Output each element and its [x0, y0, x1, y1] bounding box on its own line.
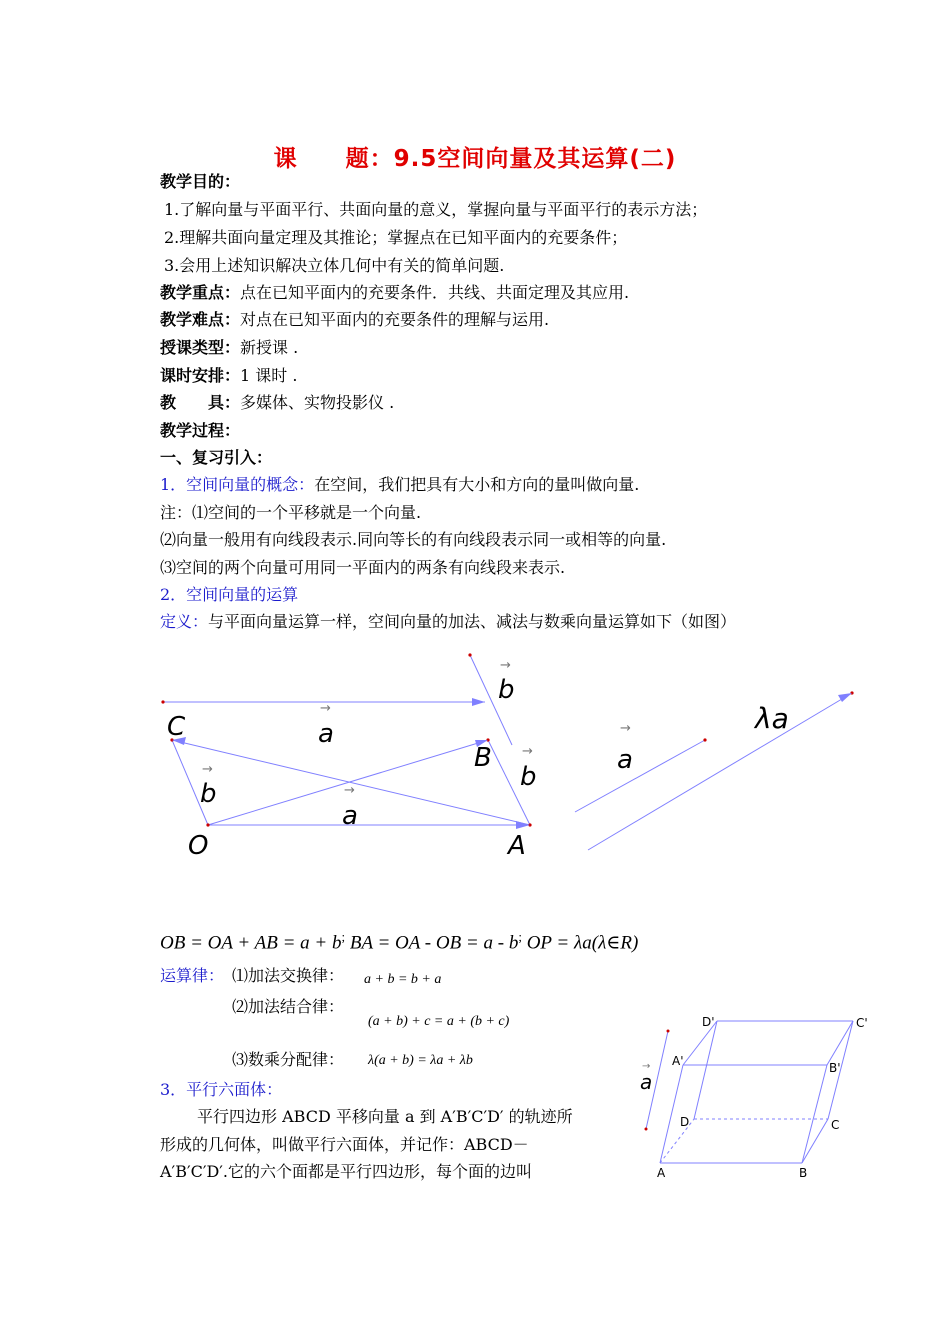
separator: ; — [518, 929, 522, 944]
section-heading: 一、复习引入： — [160, 448, 273, 467]
note-item: ⑵向量一般用有向线段表示.同向等长的有向线段表示同一或相等的向量. — [160, 530, 667, 549]
label-Dprime: D' — [702, 1015, 715, 1029]
key-points-row — [160, 283, 629, 303]
objective-item: 1.了解向量与平面平行、共面向量的意义，掌握向量与平面平行的表示方法； — [164, 200, 708, 219]
formula-sum: OB = OA + AB = a + b — [160, 932, 342, 954]
formula-scalar: OP = λa(λ∈R) — [526, 932, 639, 954]
meta-value: 多媒体、实物投影仪 . — [240, 393, 395, 412]
point-marker — [703, 738, 706, 741]
label-a: a — [640, 1070, 653, 1094]
note-item: 注：⑴空间的一个平移就是一个向量. — [160, 503, 422, 522]
label-b-top: b — [498, 675, 515, 705]
law-name: ⑴加法交换律： — [232, 966, 345, 985]
objective-item: 2.理解共面向量定理及其推论；掌握点在已知平面内的充要条件； — [164, 228, 628, 247]
point-marker — [645, 1128, 648, 1131]
label-Aprime: A' — [672, 1054, 684, 1068]
concept-label: 1．空间向量的概念： — [160, 475, 315, 494]
formulas-row — [160, 929, 638, 954]
vector-arrow-mark: → — [500, 658, 511, 673]
separator: ; — [341, 929, 346, 944]
label-b-right: b — [520, 762, 537, 792]
meta-label: 课时安排： — [160, 366, 241, 385]
label-A: A — [657, 1166, 666, 1180]
vector-arrow-mark: → — [620, 721, 631, 736]
process-heading: 教学过程： — [160, 421, 241, 440]
page-title: 课 题：9.5空间向量及其运算(二) — [273, 146, 677, 172]
concept-text: 在空间，我们把具有大小和方向的量叫做向量. — [314, 475, 640, 494]
label-D: D — [680, 1115, 690, 1129]
vector-arrow-mark: → — [320, 701, 331, 716]
objectives-heading: 教学目的： — [160, 172, 241, 191]
meta-value: 新授课 . — [240, 338, 299, 357]
arrowhead — [472, 698, 485, 706]
vector-a-single — [575, 740, 705, 812]
lesson-type-row — [160, 338, 298, 358]
point-marker — [468, 653, 471, 656]
parallelepiped-figure — [620, 1005, 890, 1195]
paragraph-line: 形成的几何体，叫做平行六面体，并记作：ABCD－ — [160, 1135, 529, 1154]
label-Bprime: B' — [829, 1061, 841, 1075]
label-Cprime: C' — [856, 1016, 868, 1030]
vector-operations-figure — [0, 640, 950, 880]
label-B: B — [799, 1166, 808, 1180]
edge — [802, 1065, 827, 1163]
paragraph-line: A′B′C′D′.它的六个面都是平行四边形，每个面的边叫 — [160, 1162, 533, 1181]
meta-label: 教 具： — [160, 393, 241, 412]
law-formula: (a + b) + c = a + (b + c) — [368, 1014, 510, 1029]
vector-arrow-mark: → — [344, 783, 355, 798]
arrowhead — [516, 821, 530, 829]
tools-row — [160, 393, 394, 413]
objective-item: 3.会用上述知识解决立体几何中有关的简单问题. — [164, 256, 505, 275]
vector-arrow-mark: → — [522, 744, 533, 759]
meta-label: 教学重点： — [160, 283, 241, 302]
meta-label: 教学难点： — [160, 310, 241, 329]
edge — [802, 1119, 828, 1163]
label-a-single: a — [617, 745, 633, 775]
label-a-top: a — [318, 719, 334, 749]
label-A: A — [508, 831, 526, 861]
meta-value: 点在已知平面内的充要条件．共线、共面定理及其应用. — [240, 283, 630, 302]
meta-value: 1 课时 . — [240, 366, 298, 385]
point-marker — [667, 1030, 670, 1033]
edge — [827, 1021, 853, 1065]
label-C: C — [167, 712, 186, 742]
vector-arrow-mark: → — [202, 762, 213, 777]
vector-arrow-mark: → — [642, 1061, 651, 1072]
label-O: O — [188, 831, 209, 861]
difficulty-row — [160, 310, 549, 330]
schedule-row — [160, 366, 297, 386]
operations-heading: 2．空间向量的运算 — [160, 585, 299, 604]
point-marker — [206, 823, 209, 826]
law-formula: λ(a + b) = λa + λb — [368, 1053, 473, 1068]
definition-text: 与平面向量运算一样，空间向量的加法、减法与数乘向量运算如下（如图） — [208, 612, 737, 631]
label-b-left: b — [200, 779, 217, 809]
law-name: ⑵加法结合律： — [232, 997, 345, 1016]
note-item: ⑶空间的两个向量可用同一平面内的两条有向线段来表示. — [160, 558, 566, 577]
label-a-bottom: a — [342, 801, 358, 831]
label-lambda-a: λa — [755, 702, 789, 735]
laws-label: 运算律： — [160, 966, 225, 985]
parallelepiped-heading: 3．平行六面体： — [160, 1080, 283, 1099]
meta-label: 授课类型： — [160, 338, 241, 357]
paragraph-line: 平行四边形 ABCD 平移向量 a 到 A′B′C′D′ 的轨迹所 — [197, 1107, 573, 1126]
label-C: C — [831, 1118, 840, 1132]
point-marker — [161, 700, 164, 703]
law-name: ⑶数乘分配律： — [232, 1050, 345, 1069]
definition-row — [160, 612, 736, 632]
definition-label: 定义： — [160, 612, 209, 631]
meta-value: 对点在已知平面内的充要条件的理解与运用. — [240, 310, 550, 329]
formula-difference: BA = OA - OB = a - b — [349, 932, 519, 954]
label-B: B — [474, 743, 492, 773]
law-formula: a + b = b + a — [364, 972, 442, 987]
concept-row — [160, 475, 639, 495]
